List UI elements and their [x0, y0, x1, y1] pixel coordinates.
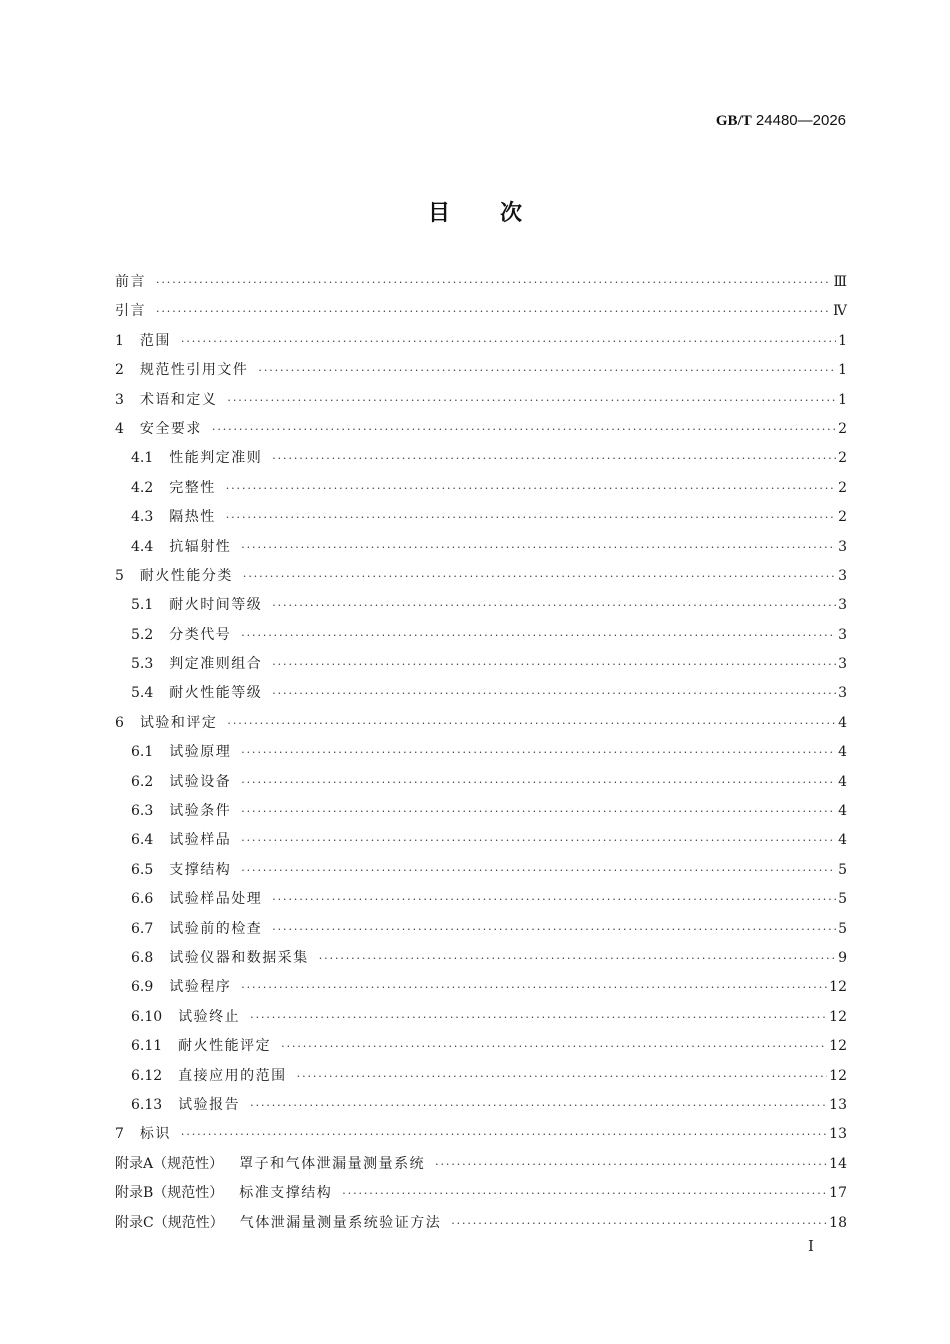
toc-entry-page: 12 [829, 1038, 847, 1055]
toc-leader-dots [250, 1091, 827, 1120]
toc-entry-number: 7 [115, 1126, 124, 1143]
toc-entry-label: 隔热性 [169, 509, 216, 526]
toc-leader-dots [156, 297, 831, 326]
toc-entry-number: 4.2 [131, 479, 154, 496]
toc-entry[interactable] [115, 1179, 847, 1208]
toc-entry-page: 3 [838, 685, 847, 702]
table-of-contents [115, 268, 847, 1238]
toc-leader-dots [258, 356, 836, 385]
toc-entry-label: 试验原理 [169, 744, 232, 761]
toc-entry[interactable] [115, 621, 847, 650]
toc-entry-label: 直接应用的范围 [178, 1067, 287, 1084]
toc-entry[interactable] [115, 650, 847, 679]
toc-entry-page: 5 [838, 920, 847, 937]
toc-leader-dots [156, 268, 831, 297]
toc-entry[interactable] [115, 1209, 847, 1238]
toc-entry-number: 6.9 [131, 979, 154, 996]
toc-entry-number: 6.3 [131, 803, 154, 820]
toc-entry[interactable] [115, 797, 847, 826]
toc-entry-label: 安全要求 [139, 420, 202, 437]
toc-entry-number: 附录C（规范性） [115, 1214, 224, 1231]
toc-entry-number: 4 [115, 420, 124, 437]
toc-entry-page: 3 [838, 538, 847, 555]
toc-entry-number: 2 [115, 362, 124, 379]
toc-entry[interactable] [115, 297, 847, 326]
toc-entry[interactable] [115, 944, 847, 973]
toc-leader-dots [227, 386, 836, 415]
toc-leader-dots [181, 327, 836, 356]
toc-leader-dots [272, 444, 836, 473]
toc-entry-page: 5 [838, 891, 847, 908]
toc-entry[interactable] [115, 1003, 847, 1032]
toc-entry-number: 6.1 [131, 744, 154, 761]
toc-entry-label: 支撑结构 [169, 861, 232, 878]
toc-leader-dots [272, 591, 836, 620]
toc-entry-label: 试验条件 [169, 803, 232, 820]
toc-entry-page: 3 [838, 597, 847, 614]
toc-entry[interactable] [115, 268, 847, 297]
toc-entry-label: 前言 [115, 274, 146, 290]
toc-entry-label: 标准支撑结构 [239, 1185, 333, 1202]
toc-entry-page: 13 [829, 1126, 847, 1143]
toc-entry-page: 5 [838, 861, 847, 878]
toc-entry-label: 试验仪器和数据采集 [169, 949, 309, 966]
toc-entry-page: 1 [838, 362, 847, 379]
toc-entry-page: 12 [829, 979, 847, 996]
standard-number [716, 112, 846, 130]
toc-entry-label: 抗辐射性 [169, 538, 232, 555]
toc-entry-page: 2 [838, 509, 847, 526]
toc-leader-dots [241, 826, 836, 855]
toc-leader-dots [241, 768, 836, 797]
toc-entry-page: 4 [838, 744, 847, 761]
toc-entry-page: 9 [838, 949, 847, 966]
toc-leader-dots [297, 1062, 828, 1091]
toc-entry-label: 试验设备 [169, 773, 232, 790]
toc-entry-number: 6.6 [131, 891, 154, 908]
toc-entry-label: 完整性 [169, 479, 216, 496]
toc-entry[interactable] [115, 885, 847, 914]
toc-leader-dots [250, 1003, 827, 1032]
toc-entry-page: 2 [838, 479, 847, 496]
toc-entry-label: 标识 [139, 1126, 171, 1143]
page-folio: Ⅰ [808, 1237, 814, 1255]
page-title: 目次 [427, 201, 572, 226]
toc-entry-label: 性能判定准则 [169, 450, 263, 467]
toc-leader-dots [226, 503, 836, 532]
toc-entry-page: 3 [838, 567, 847, 584]
toc-entry-page: 18 [829, 1214, 847, 1231]
toc-entry-number: 6.8 [131, 949, 154, 966]
toc-entry-page: 2 [838, 450, 847, 467]
toc-entry-number: 5.1 [131, 597, 154, 614]
toc-entry[interactable] [115, 973, 847, 1002]
toc-entry-label: 罩子和气体泄漏量测量系统 [239, 1155, 426, 1172]
toc-entry-number: 6 [115, 714, 124, 731]
toc-entry[interactable] [115, 709, 847, 738]
toc-entry[interactable] [115, 562, 847, 591]
toc-entry-label: 试验报告 [178, 1096, 241, 1113]
toc-leader-dots [272, 915, 836, 944]
toc-entry-label: 试验样品处理 [169, 891, 263, 908]
toc-entry-page: 12 [829, 1067, 847, 1084]
toc-entry-page: 1 [838, 332, 847, 349]
toc-entry-page: 13 [829, 1096, 847, 1113]
toc-entry-number: 5 [115, 567, 124, 584]
toc-leader-dots [451, 1209, 827, 1238]
toc-entry[interactable] [115, 768, 847, 797]
standard-code: 24480—2026 [751, 112, 846, 129]
standard-prefix: GB/T [715, 113, 752, 129]
toc-entry-page: Ⅳ [833, 303, 847, 320]
toc-entry-label: 气体泄漏量测量系统验证方法 [239, 1214, 442, 1231]
toc-entry[interactable] [115, 1120, 847, 1149]
toc-entry-page: Ⅲ [833, 274, 847, 290]
toc-leader-dots [241, 738, 836, 767]
toc-leader-dots [241, 533, 836, 562]
toc-entry[interactable] [115, 386, 847, 415]
toc-entry-label: 试验样品 [169, 832, 232, 849]
toc-entry[interactable] [115, 1150, 847, 1179]
toc-entry-page: 4 [838, 803, 847, 820]
toc-entry-label: 耐火性能分类 [139, 567, 233, 584]
toc-entry-number: 6.12 [131, 1067, 163, 1084]
toc-entry-page: 1 [838, 391, 847, 408]
toc-entry[interactable] [115, 679, 847, 708]
toc-entry[interactable] [115, 356, 847, 385]
toc-entry[interactable] [115, 503, 847, 532]
toc-entry-label: 引言 [115, 303, 146, 320]
toc-leader-dots [272, 679, 836, 708]
toc-entry-page: 4 [838, 832, 847, 849]
toc-entry-label: 判定准则组合 [169, 656, 263, 673]
toc-entry-number: 6.4 [131, 832, 154, 849]
toc-entry[interactable] [115, 327, 847, 356]
toc-entry-number: 5.4 [131, 685, 154, 702]
toc-entry-label: 试验前的检查 [169, 920, 263, 937]
toc-entry[interactable] [115, 1062, 847, 1091]
toc-entry-page: 2 [838, 420, 847, 437]
toc-entry[interactable] [115, 856, 847, 885]
toc-leader-dots [272, 885, 836, 914]
toc-leader-dots [243, 562, 836, 591]
toc-leader-dots [226, 474, 836, 503]
toc-leader-dots [241, 797, 836, 826]
toc-entry-page: 17 [829, 1185, 847, 1202]
toc-entry-label: 试验和评定 [139, 714, 218, 731]
toc-entry[interactable] [115, 415, 847, 444]
toc-entry-label: 规范性引用文件 [139, 362, 249, 379]
toc-leader-dots [281, 1032, 827, 1061]
toc-leader-dots [212, 415, 836, 444]
toc-leader-dots [241, 973, 827, 1002]
toc-entry-number: 6.13 [131, 1096, 163, 1113]
toc-entry-label: 耐火性能等级 [169, 685, 263, 702]
toc-entry[interactable] [115, 474, 847, 503]
toc-entry-page: 3 [838, 656, 847, 673]
toc-entry-number: 6.7 [131, 920, 154, 937]
toc-entry-label: 范围 [139, 332, 171, 349]
toc-entry-label: 试验程序 [169, 979, 232, 996]
toc-entry-number: 3 [115, 391, 124, 408]
toc-entry-number: 6.5 [131, 861, 154, 878]
toc-entry-number: 4.1 [131, 450, 154, 467]
toc-entry-label: 术语和定义 [139, 391, 218, 408]
toc-entry[interactable] [115, 915, 847, 944]
toc-entry-page: 4 [838, 773, 847, 790]
toc-entry-number: 6.2 [131, 773, 154, 790]
toc-entry-label: 耐火性能评定 [178, 1038, 272, 1055]
toc-leader-dots [227, 709, 836, 738]
toc-entry-page: 3 [838, 626, 847, 643]
toc-leader-dots [435, 1150, 827, 1179]
toc-entry[interactable] [115, 738, 847, 767]
toc-entry[interactable] [115, 1091, 847, 1120]
toc-entry[interactable] [115, 826, 847, 855]
toc-leader-dots [181, 1120, 827, 1149]
toc-entry-number: 4.4 [131, 538, 154, 555]
toc-entry[interactable] [115, 533, 847, 562]
toc-entry[interactable] [115, 444, 847, 473]
toc-leader-dots [241, 621, 836, 650]
toc-entry-page: 12 [829, 1008, 847, 1025]
toc-entry-number: 5.3 [131, 656, 154, 673]
toc-entry-number: 6.11 [131, 1038, 163, 1055]
toc-leader-dots [342, 1179, 827, 1208]
toc-entry-number: 附录A（规范性） [115, 1155, 224, 1172]
toc-entry-number: 1 [115, 332, 124, 349]
toc-leader-dots [319, 944, 836, 973]
toc-entry-number: 4.3 [131, 509, 154, 526]
toc-entry-number: 附录B（规范性） [115, 1185, 224, 1202]
toc-entry[interactable] [115, 591, 847, 620]
toc-entry-label: 试验终止 [178, 1008, 241, 1025]
toc-entry-page: 14 [829, 1155, 847, 1172]
toc-entry-number: 5.2 [131, 626, 154, 643]
toc-leader-dots [241, 856, 836, 885]
toc-entry-label: 耐火时间等级 [169, 597, 263, 614]
toc-entry-page: 4 [838, 714, 847, 731]
toc-entry[interactable] [115, 1032, 847, 1061]
toc-leader-dots [272, 650, 836, 679]
toc-entry-number: 6.10 [131, 1008, 163, 1025]
toc-entry-label: 分类代号 [169, 626, 232, 643]
